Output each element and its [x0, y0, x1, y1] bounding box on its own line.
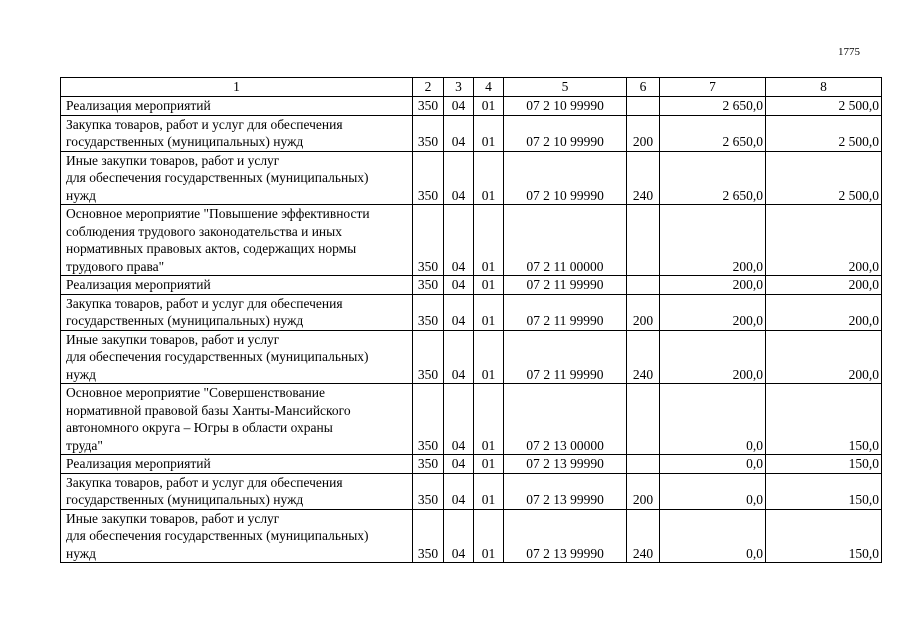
row-code-4: 01: [474, 97, 504, 116]
row-amount-8: 200,0: [766, 205, 882, 276]
row-amount-7: 2 650,0: [660, 97, 766, 116]
table-row: [61, 384, 882, 455]
row-code-5: 07 2 10 99990: [504, 115, 627, 151]
row-code-6: 200: [627, 294, 660, 330]
row-description: Иные закупки товаров, работ и услуг для обеспечения государственных (муниципальных) нужд: [61, 509, 413, 563]
row-description: Закупка товаров, работ и услуг для обеспечения государственных (муниципальных) нужд: [61, 115, 413, 151]
row-code-4: 01: [474, 151, 504, 205]
row-code-5: 07 2 10 99990: [504, 151, 627, 205]
row-amount-8: 150,0: [766, 384, 882, 455]
table-row: [61, 276, 882, 295]
row-code-2: 350: [413, 97, 444, 116]
row-code-4: 01: [474, 205, 504, 276]
row-code-5: 07 2 11 99990: [504, 330, 627, 384]
row-amount-7: 0,0: [660, 473, 766, 509]
row-code-2: 350: [413, 509, 444, 563]
header-cell: 5: [504, 78, 627, 97]
row-amount-8: 200,0: [766, 276, 882, 295]
row-amount-7: 200,0: [660, 294, 766, 330]
header-cell: 7: [660, 78, 766, 97]
header-cell: 3: [444, 78, 474, 97]
row-code-6: 240: [627, 330, 660, 384]
row-description: Реализация мероприятий: [61, 97, 413, 116]
row-code-3: 04: [444, 151, 474, 205]
row-code-5: 07 2 11 99990: [504, 294, 627, 330]
row-code-6: 240: [627, 509, 660, 563]
row-code-3: 04: [444, 205, 474, 276]
row-description: Закупка товаров, работ и услуг для обеспечения государственных (муниципальных) нужд: [61, 294, 413, 330]
row-code-2: 350: [413, 115, 444, 151]
row-code-3: 04: [444, 97, 474, 116]
row-amount-7: 0,0: [660, 384, 766, 455]
row-description: Основное мероприятие "Повышение эффективности соблюдения трудового законодательства и иных нормативных правовых актов, содержащих нормы трудового права": [61, 205, 413, 276]
page-number: 1775: [838, 46, 860, 58]
row-code-6: [627, 97, 660, 116]
row-amount-8: 200,0: [766, 330, 882, 384]
header-cell: 6: [627, 78, 660, 97]
table-row: [61, 455, 882, 474]
row-code-6: 200: [627, 473, 660, 509]
table-row: [61, 97, 882, 116]
table-row: [61, 294, 882, 330]
table-row: [61, 115, 882, 151]
row-amount-7: 0,0: [660, 455, 766, 474]
row-code-3: 04: [444, 509, 474, 563]
row-code-2: 350: [413, 384, 444, 455]
row-code-4: 01: [474, 330, 504, 384]
row-amount-7: 200,0: [660, 276, 766, 295]
row-amount-8: 150,0: [766, 509, 882, 563]
row-amount-8: 150,0: [766, 455, 882, 474]
table-header-row: [61, 78, 882, 97]
row-amount-7: 0,0: [660, 509, 766, 563]
row-description: Основное мероприятие "Совершенствование нормативной правовой базы Ханты-Мансийского автономного округа – Югры в области охраны труда": [61, 384, 413, 455]
row-amount-7: 200,0: [660, 205, 766, 276]
row-code-4: 01: [474, 115, 504, 151]
row-amount-7: 2 650,0: [660, 115, 766, 151]
row-amount-8: 2 500,0: [766, 97, 882, 116]
row-amount-7: 2 650,0: [660, 151, 766, 205]
row-code-6: [627, 384, 660, 455]
row-code-5: 07 2 13 99990: [504, 509, 627, 563]
row-code-6: [627, 455, 660, 474]
table-row: [61, 151, 882, 205]
row-code-2: 350: [413, 473, 444, 509]
row-amount-8: 200,0: [766, 294, 882, 330]
header-cell: 1: [61, 78, 413, 97]
row-code-5: 07 2 13 99990: [504, 455, 627, 474]
row-code-5: 07 2 13 99990: [504, 473, 627, 509]
header-cell: 2: [413, 78, 444, 97]
row-code-4: 01: [474, 276, 504, 295]
row-code-3: 04: [444, 330, 474, 384]
row-code-6: 240: [627, 151, 660, 205]
row-description: Иные закупки товаров, работ и услуг для обеспечения государственных (муниципальных) нужд: [61, 330, 413, 384]
header-cell: 4: [474, 78, 504, 97]
row-code-2: 350: [413, 330, 444, 384]
row-code-4: 01: [474, 384, 504, 455]
row-description: Иные закупки товаров, работ и услуг для обеспечения государственных (муниципальных) нужд: [61, 151, 413, 205]
row-code-4: 01: [474, 473, 504, 509]
table-row: [61, 473, 882, 509]
row-code-3: 04: [444, 455, 474, 474]
row-code-4: 01: [474, 455, 504, 474]
row-description: Закупка товаров, работ и услуг для обеспечения государственных (муниципальных) нужд: [61, 473, 413, 509]
table-row: [61, 330, 882, 384]
row-code-3: 04: [444, 115, 474, 151]
row-code-2: 350: [413, 205, 444, 276]
row-amount-8: 150,0: [766, 473, 882, 509]
row-code-2: 350: [413, 455, 444, 474]
row-code-6: [627, 205, 660, 276]
row-code-3: 04: [444, 384, 474, 455]
row-code-2: 350: [413, 276, 444, 295]
row-code-2: 350: [413, 151, 444, 205]
row-code-6: [627, 276, 660, 295]
table-row: [61, 509, 882, 563]
row-code-4: 01: [474, 509, 504, 563]
row-description: Реализация мероприятий: [61, 455, 413, 474]
row-code-5: 07 2 13 00000: [504, 384, 627, 455]
row-amount-8: 2 500,0: [766, 151, 882, 205]
table-row: [61, 205, 882, 276]
row-code-5: 07 2 11 00000: [504, 205, 627, 276]
row-amount-8: 2 500,0: [766, 115, 882, 151]
row-code-5: 07 2 10 99990: [504, 97, 627, 116]
row-code-4: 01: [474, 294, 504, 330]
header-cell: 8: [766, 78, 882, 97]
row-code-2: 350: [413, 294, 444, 330]
budget-table: [60, 77, 882, 563]
row-code-5: 07 2 11 99990: [504, 276, 627, 295]
row-code-3: 04: [444, 294, 474, 330]
row-code-3: 04: [444, 276, 474, 295]
row-amount-7: 200,0: [660, 330, 766, 384]
row-code-6: 200: [627, 115, 660, 151]
row-description: Реализация мероприятий: [61, 276, 413, 295]
row-code-3: 04: [444, 473, 474, 509]
